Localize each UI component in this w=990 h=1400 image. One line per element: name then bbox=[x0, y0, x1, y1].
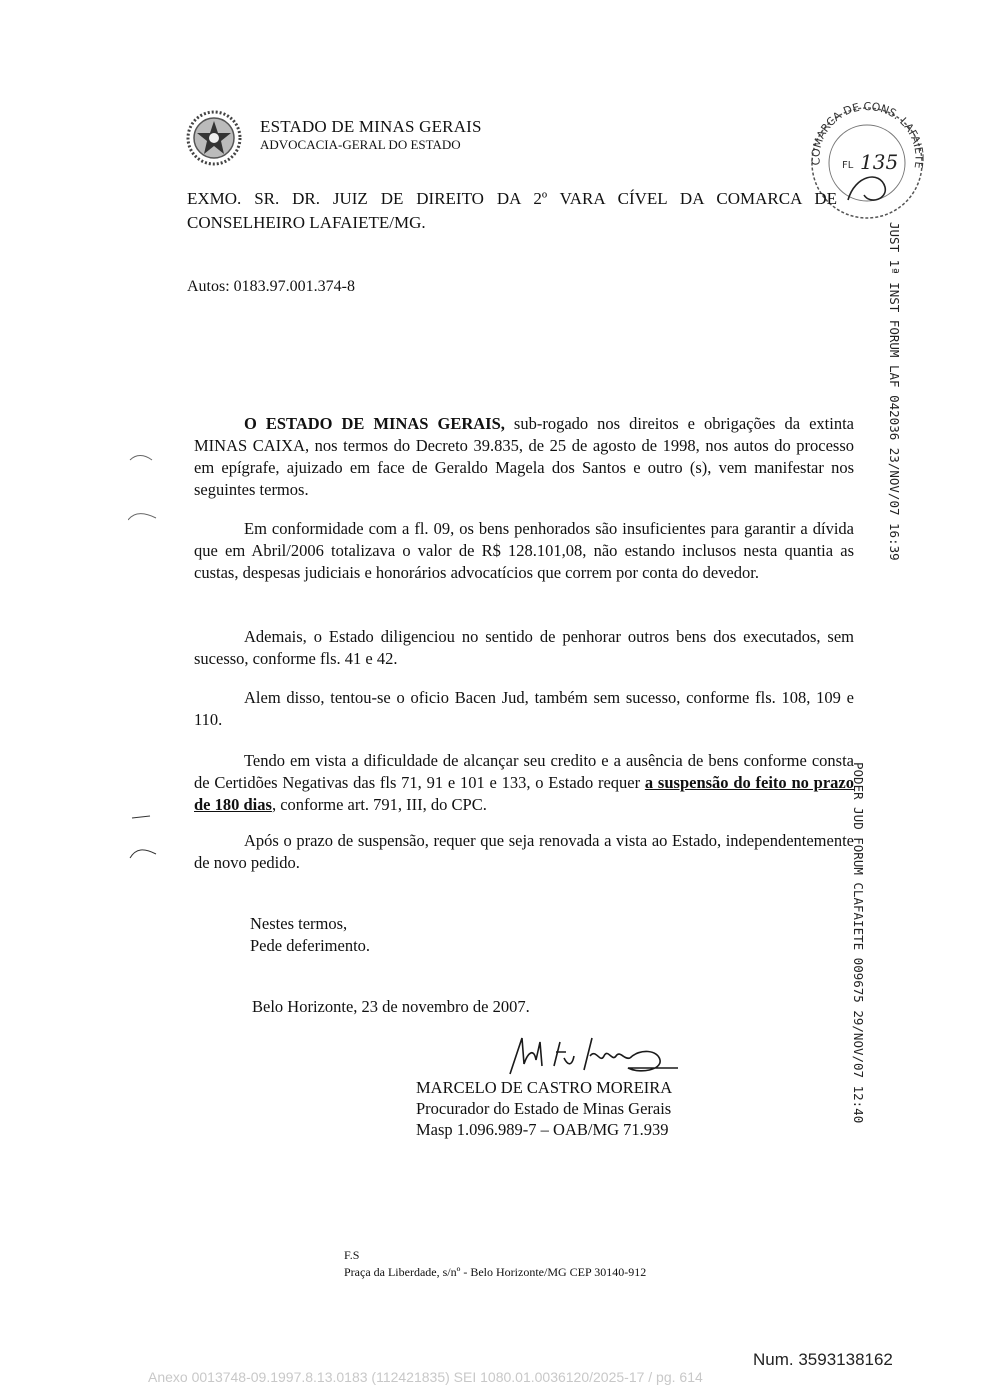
annex-reference: Anexo 0013748-09.1997.8.13.0183 (112421835) SEI 1080.01.0036120/2025-17 / pg. 614 bbox=[148, 1369, 703, 1385]
protocol-stamp-1: JUST 1ª INST FORUM LAF 042036 23/NOV/07 16:39 bbox=[887, 222, 902, 561]
scan-marks bbox=[128, 450, 158, 870]
seal-fl-label: FL bbox=[842, 160, 854, 171]
paragraph-2: Em conformidade com a fl. 09, os bens penhorados são insuficientes para garantir a dívida que em Abril/2006 totalizava o valor de R$ 128.101,08, não estando inclusos nesta quantia as custas, despesas judiciais e honorários advocatícios que correm por conta do devedor. bbox=[194, 519, 854, 582]
closing-line-1: Nestes termos, bbox=[250, 914, 348, 933]
closing bbox=[250, 913, 370, 957]
signer-title: Procurador do Estado de Minas Gerais bbox=[416, 1099, 672, 1118]
signer-ids: Masp 1.096.989-7 – OAB/MG 71.939 bbox=[416, 1120, 669, 1139]
org-name: ESTADO DE MINAS GERAIS bbox=[260, 117, 482, 136]
party-name: O ESTADO DE MINAS GERAIS, bbox=[244, 414, 505, 433]
paragraph-3: Ademais, o Estado diligenciou no sentido de penhorar outros bens dos executados, sem sucesso, conforme fls. 41 e 42. bbox=[194, 627, 854, 668]
document-number: Num. 3593138162 bbox=[753, 1350, 893, 1369]
signer-block bbox=[416, 1077, 672, 1140]
protocol-stamp-2: PODER JUD FORUM CLAFAIETE 009675 29/NOV/07 12:40 bbox=[851, 762, 866, 1124]
handwritten-signature bbox=[500, 1030, 680, 1080]
addressee-line-2: CONSELHEIRO LAFAIETE/MG. bbox=[187, 213, 426, 232]
place-date: Belo Horizonte, 23 de novembro de 2007. bbox=[252, 997, 530, 1016]
seal-page-number: 135 bbox=[860, 150, 899, 174]
org-department: ADVOCACIA-GERAL DO ESTADO bbox=[260, 137, 461, 152]
paragraph-6: Após o prazo de suspensão, requer que seja renovada a vista ao Estado, independentemente de novo pedido. bbox=[194, 831, 854, 872]
closing-line-2: Pede deferimento. bbox=[250, 936, 371, 955]
request-emphasis: a suspensão do feito no prazo de 180 dias bbox=[194, 773, 854, 814]
office-address: Praça da Liberdade, s/nº - Belo Horizonte/MG CEP 30140-912 bbox=[344, 1265, 647, 1279]
coat-of-arms-icon bbox=[186, 108, 242, 168]
paragraph-5: Tendo em vista a dificuldade de alcançar seu credito e a ausência de bens conforme consta de Certidões Negativas das fls 71, 91 e 101 e 133, o Estado requer a suspensão do feito no prazo de 180 dias, conforme art. 791, III, do CPC. bbox=[194, 751, 854, 814]
typist-initials: F.S bbox=[344, 1248, 360, 1262]
signer-name: MARCELO DE CASTRO MOREIRA bbox=[416, 1078, 673, 1097]
case-number: Autos: 0183.97.001.374-8 bbox=[187, 278, 355, 295]
paragraph-1: O ESTADO DE MINAS GERAIS, sub-rogado nos direitos e obrigações da extinta MINAS CAIXA, nos termos do Decreto 39.835, de 25 de agosto de 1998, nos autos do processo em epígrafe, ajuizado em face de Geraldo Magela dos Santos e outro (s), vem manifestar nos seguintes termos. bbox=[194, 414, 854, 499]
seal-ring-text: COMARCA DE CONS. LAFAIETE bbox=[809, 100, 926, 170]
paragraph-4: Alem disso, tentou-se o oficio Bacen Jud, também sem sucesso, conforme fls. 108, 109 e 110. bbox=[194, 688, 854, 729]
addressee-line-1: EXMO. SR. DR. JUIZ DE DIREITO DA 2º VARA CÍVEL DA COMARCA DE bbox=[187, 189, 837, 208]
